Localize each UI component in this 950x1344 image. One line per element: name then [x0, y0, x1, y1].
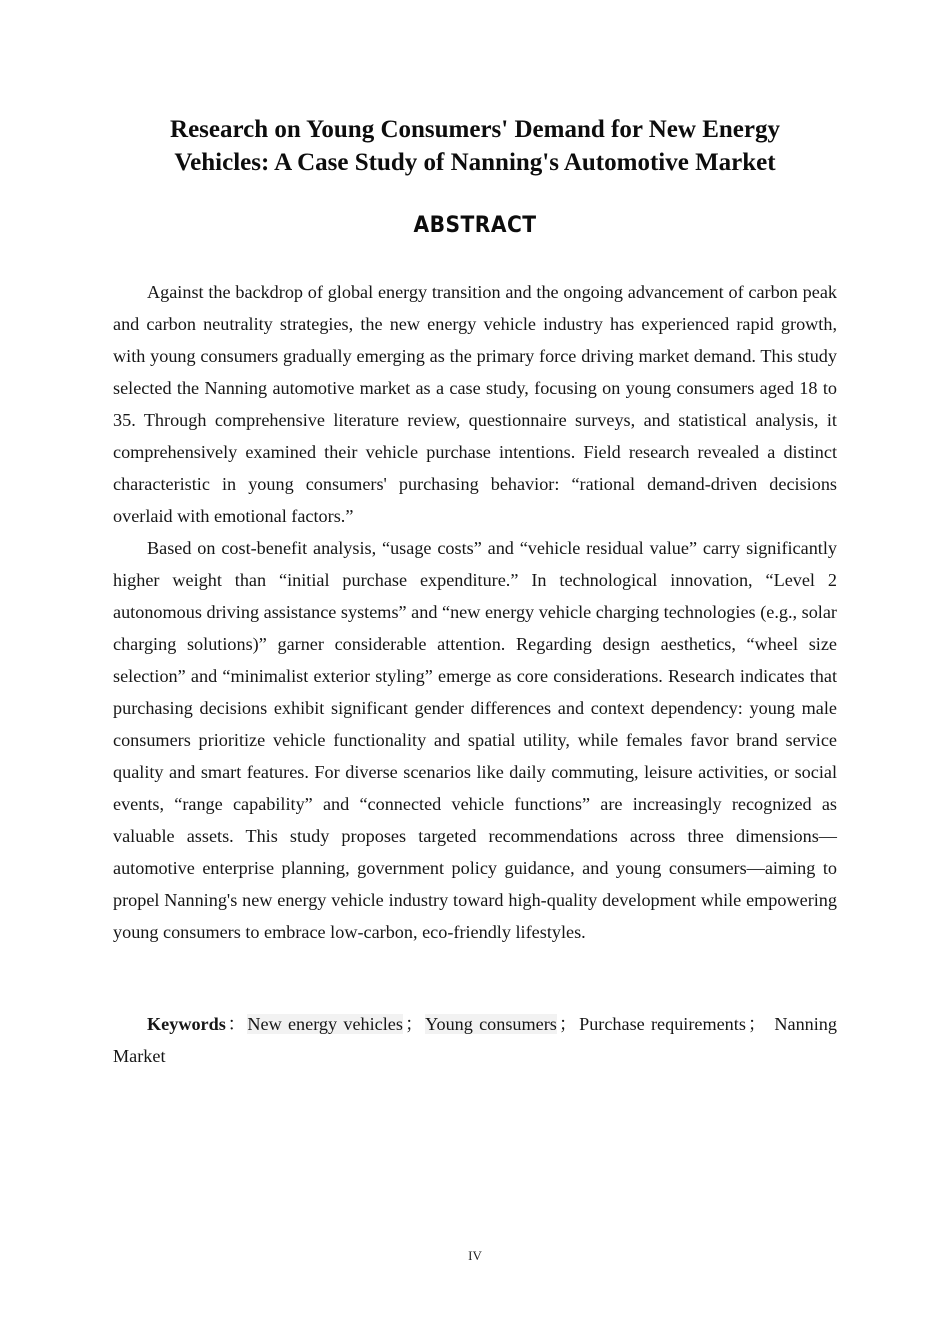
keyword-item: Young consumers — [425, 1014, 557, 1034]
title-line-1: Research on Young Consumers' Demand for New Energy — [170, 116, 780, 143]
abstract-paragraph-2: Based on cost-benefit analysis, “usage costs” and “vehicle residual value” carry significantly higher weight than “initial purchase expenditure.” In technological innovation, “Level 2 autonomous driving assistance systems” and “new energy vehicle charging technologies (e.g., solar charging solutions)” garner considerable attention. Regarding design aesthetics, “wheel size selection” and “minimalist exterior styling” emerge as core considerations. Research indicates that purchasing decisions exhibit significant gender differences and context dependency: young male consumers prioritize vehicle functionality and spatial utility, while females favor brand service quality and smart features. For diverse scenarios like daily commuting, leisure activities, or social events, “range capability” and “connected vehicle functions” are increasingly recognized as valuable assets. This study proposes targeted recommendations across three dimensions—automotive enterprise planning, government policy guidance, and young consumers—aiming to propel Nanning's new energy vehicle industry toward high-quality development while empowering young consumers to embrace low-carbon, eco-friendly lifestyles. — [113, 538, 837, 942]
keywords-colon: ： — [225, 1014, 248, 1034]
keywords-line — [113, 1008, 837, 1072]
abstract-paragraph-1: Against the backdrop of global energy transition and the ongoing advancement of carbon peak and carbon neutrality strategies, the new energy vehicle industry has experienced rapid growth, with young consumers gradually emerging as the primary force driving market demand. This study selected the Nanning automotive market as a case study, focusing on young consumers aged 18 to 35. Through comprehensive literature review, questionnaire surveys, and statistical analysis, it comprehensively examined their vehicle purchase intentions. Field research revealed a distinct characteristic in young consumers' purchasing behavior: “rational demand-driven decisions overlaid with emotional factors.” — [113, 282, 837, 526]
keyword-item: New energy vehicles — [247, 1014, 403, 1034]
keyword-item: Purchase requirements — [579, 1014, 746, 1034]
abstract-heading: ABSTRACT — [413, 213, 537, 238]
keywords-label: Keywords — [147, 1014, 226, 1034]
title-line-2: Vehicles: A Case Study of Nanning's Automotive Market — [174, 149, 776, 176]
abstract-body — [113, 276, 837, 948]
keyword-separator: ； — [404, 1014, 424, 1034]
document-title — [100, 113, 850, 179]
keyword-item: Nanning Market — [113, 1014, 837, 1066]
page-number: IV — [468, 1248, 482, 1263]
keyword-separator: ； — [747, 1014, 767, 1034]
keyword-separator: ； — [558, 1014, 578, 1034]
